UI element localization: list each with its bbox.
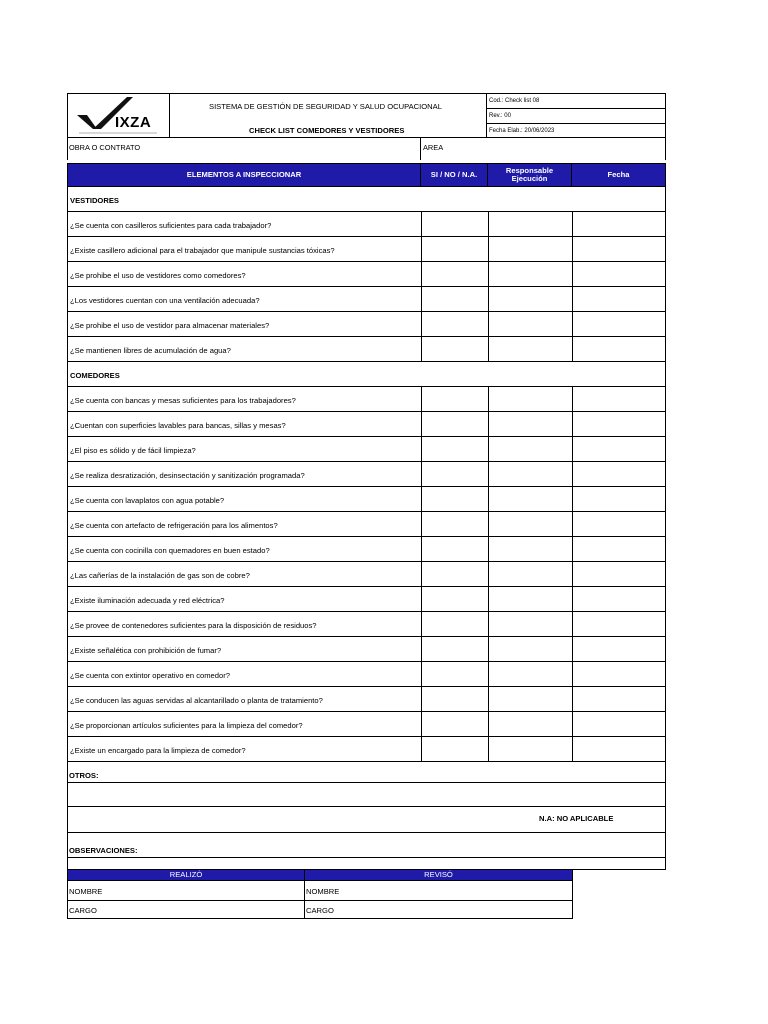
checklist-row [67, 487, 666, 512]
fecha-cell[interactable] [572, 487, 666, 511]
question-text: ¿Existe señalética con prohibición de fumar? [70, 646, 222, 655]
title-divider [170, 116, 487, 117]
question-text: ¿Las cañerías de la instalación de gas son de cobre? [70, 571, 250, 580]
fecha-cell[interactable] [572, 512, 666, 536]
doc-revision: Rev.: 00 [489, 113, 511, 119]
checklist-row [67, 712, 666, 737]
document-title: CHECK LIST COMEDORES Y VESTIDORES [249, 126, 405, 135]
obra-area-row [67, 138, 666, 160]
answer-cell[interactable] [421, 612, 489, 636]
question-text: ¿Se cuenta con artefacto de refrigeración para los alimentos? [70, 521, 278, 530]
fecha-cell[interactable] [572, 212, 666, 236]
question-text: ¿Se proporcionan artículos suficientes para la limpieza del comedor? [70, 721, 303, 730]
question-text: ¿El piso es sólido y de fácil limpieza? [70, 446, 196, 455]
na-note: N.A: NO APLICABLE [539, 814, 614, 823]
responsable-cell[interactable] [488, 712, 573, 736]
answer-cell[interactable] [421, 312, 489, 336]
question-text: ¿Se realiza desratización, desinsectación y sanitización programada? [70, 471, 305, 480]
realizo-header: REALIZÓ [67, 869, 305, 881]
section-title: VESTIDORES [70, 196, 119, 205]
reviso-nombre-label: NOMBRE [306, 887, 340, 896]
answer-cell[interactable] [421, 637, 489, 661]
responsable-cell[interactable] [488, 287, 573, 311]
doc-code: Cod.: Check list 08 [489, 98, 540, 104]
fecha-cell[interactable] [572, 587, 666, 611]
checklist-row [67, 637, 666, 662]
responsable-cell[interactable] [488, 487, 573, 511]
info-divider-1 [486, 108, 666, 109]
signature-row-divider [67, 900, 573, 901]
fecha-cell[interactable] [572, 687, 666, 711]
responsable-cell[interactable] [488, 237, 573, 261]
checklist-row [67, 562, 666, 587]
col-header-elements: ELEMENTOS A INSPECCIONAR [67, 163, 421, 187]
area-divider [420, 138, 421, 160]
answer-cell[interactable] [421, 262, 489, 286]
answer-cell[interactable] [421, 562, 489, 586]
answer-cell[interactable] [421, 487, 489, 511]
question-text: ¿Cuentan con superficies lavables para bancas, sillas y mesas? [70, 421, 286, 430]
checklist-row [67, 287, 666, 312]
responsable-cell[interactable] [488, 587, 573, 611]
responsable-cell[interactable] [488, 262, 573, 286]
col-header-fecha: Fecha [571, 163, 666, 187]
otros-divider [67, 782, 666, 783]
fecha-cell[interactable] [572, 262, 666, 286]
question-text: ¿Los vestidores cuentan con una ventilación adecuada? [70, 296, 260, 305]
question-text: ¿Se prohibe el uso de vestidor para almacenar materiales? [70, 321, 270, 330]
fecha-cell[interactable] [572, 387, 666, 411]
question-text: ¿Se mantienen libres de acumulación de agua? [70, 346, 231, 355]
doc-date: Fecha Elab.: 20/06/2023 [489, 128, 555, 134]
section-row [67, 362, 666, 387]
answer-cell[interactable] [421, 687, 489, 711]
responsable-cell[interactable] [488, 412, 573, 436]
observaciones-divider [67, 857, 666, 858]
checklist-row [67, 237, 666, 262]
responsable-cell[interactable] [488, 337, 573, 361]
question-text: ¿Existe iluminación adecuada y red eléctrica? [70, 596, 225, 605]
info-divider-2 [486, 123, 666, 124]
realizo-cargo-label: CARGO [69, 906, 97, 915]
question-text: ¿Se provee de contenedores suficientes para la disposición de residuos? [70, 621, 317, 630]
checklist-row [67, 462, 666, 487]
fecha-cell[interactable] [572, 337, 666, 361]
question-text: ¿Existe un encargado para la limpieza de comedor? [70, 746, 246, 755]
fecha-cell[interactable] [572, 612, 666, 636]
fecha-cell[interactable] [572, 237, 666, 261]
responsable-cell[interactable] [488, 537, 573, 561]
checklist-row [67, 662, 666, 687]
obra-label: OBRA O CONTRATO [69, 143, 141, 152]
responsable-cell[interactable] [488, 687, 573, 711]
responsable-cell[interactable] [488, 612, 573, 636]
checklist-row [67, 337, 666, 362]
fecha-cell[interactable] [572, 637, 666, 661]
responsable-cell[interactable] [488, 437, 573, 461]
checklist-row [67, 512, 666, 537]
checklist-row [67, 312, 666, 337]
responsable-cell[interactable] [488, 662, 573, 686]
responsable-cell[interactable] [488, 562, 573, 586]
responsable-cell[interactable] [488, 312, 573, 336]
answer-cell[interactable] [421, 237, 489, 261]
otros-label: OTROS: [69, 771, 99, 780]
observaciones-box [67, 832, 666, 870]
checklist-row [67, 537, 666, 562]
answer-cell[interactable] [421, 712, 489, 736]
checklist-row [67, 437, 666, 462]
section-title: COMEDORES [70, 371, 120, 380]
question-text: ¿Se prohibe el uso de vestidores como comedores? [70, 271, 246, 280]
system-title: SISTEMA DE GESTIÓN DE SEGURIDAD Y SALUD OCUPACIONAL [209, 102, 442, 111]
checklist-row [67, 212, 666, 237]
question-text: ¿Se cuenta con cocinilla con quemadores en buen estado? [70, 546, 270, 555]
question-text: ¿Se cuenta con extintor operativo en comedor? [70, 671, 230, 680]
answer-cell[interactable] [421, 662, 489, 686]
checklist-row [67, 387, 666, 412]
answer-cell[interactable] [421, 587, 489, 611]
reviso-header: REVISÓ [304, 869, 573, 881]
checklist-row [67, 412, 666, 437]
answer-cell[interactable] [421, 387, 489, 411]
answer-cell[interactable] [421, 412, 489, 436]
responsable-cell[interactable] [488, 512, 573, 536]
reviso-cargo-label: CARGO [306, 906, 334, 915]
answer-cell[interactable] [421, 437, 489, 461]
checklist-row [67, 587, 666, 612]
fecha-cell[interactable] [572, 462, 666, 486]
fecha-cell[interactable] [572, 412, 666, 436]
responsable-cell[interactable] [488, 212, 573, 236]
fecha-cell[interactable] [572, 562, 666, 586]
answer-cell[interactable] [421, 537, 489, 561]
answer-cell[interactable] [421, 462, 489, 486]
fecha-cell[interactable] [572, 712, 666, 736]
answer-cell[interactable] [421, 512, 489, 536]
col-header-responsable: Responsable Ejecución [487, 163, 572, 187]
question-text: ¿Se cuenta con bancas y mesas suficientes para los trabajadores? [70, 396, 296, 405]
fecha-cell[interactable] [572, 537, 666, 561]
realizo-nombre-label: NOMBRE [69, 887, 103, 896]
responsable-cell[interactable] [488, 462, 573, 486]
logo-text: IXZA [115, 114, 152, 131]
question-text: ¿Existe casillero adicional para el trabajador que manipule sustancias tóxicas? [70, 246, 335, 255]
question-text: ¿Se cuenta con casilleros suficientes para cada trabajador? [70, 221, 272, 230]
responsable-cell[interactable] [488, 387, 573, 411]
fecha-cell[interactable] [572, 437, 666, 461]
fecha-cell[interactable] [572, 312, 666, 336]
checklist-row [67, 612, 666, 637]
question-text: ¿Se cuenta con lavaplatos con agua potable? [70, 496, 225, 505]
section-row [67, 187, 666, 212]
question-text: ¿Se conducen las aguas servidas al alcantarillado o planta de tratamiento? [70, 696, 323, 705]
answer-cell[interactable] [421, 287, 489, 311]
fecha-cell[interactable] [572, 662, 666, 686]
col-header-si-no-na: SI / NO / N.A. [420, 163, 488, 187]
area-label: AREA [423, 143, 444, 152]
observaciones-label: OBSERVACIONES: [69, 846, 138, 855]
checklist-row [67, 687, 666, 712]
logo-box [67, 93, 170, 138]
fecha-cell[interactable] [572, 287, 666, 311]
answer-cell[interactable] [421, 212, 489, 236]
checklist-row [67, 262, 666, 287]
answer-cell[interactable] [421, 337, 489, 361]
responsable-cell[interactable] [488, 637, 573, 661]
